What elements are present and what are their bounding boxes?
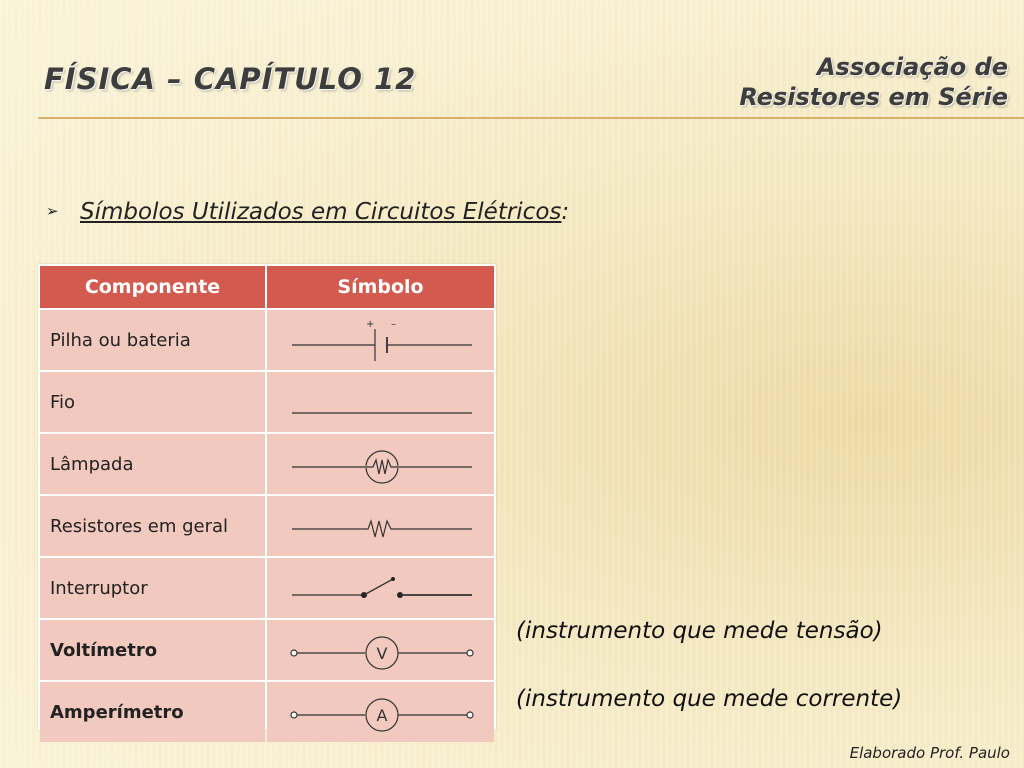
component-name: Voltímetro — [40, 620, 265, 680]
component-name: Lâmpada — [40, 434, 265, 494]
table-header-row — [40, 266, 494, 308]
symbols-table — [38, 264, 496, 730]
battery-symbol-icon — [286, 317, 476, 363]
author-credit: Elaborado Prof. Paulo — [849, 744, 1010, 762]
wire-symbol-icon — [286, 379, 476, 425]
table-row — [40, 434, 494, 494]
topic-title-line1: Associação de — [816, 53, 1008, 81]
component-name: Pilha ou bateria — [40, 310, 265, 370]
topic-title — [739, 52, 1008, 112]
voltmeter-note: (instrumento que mede tensão) — [516, 618, 883, 644]
battery-plus-label: + — [365, 319, 374, 330]
ammeter-symbol-icon — [286, 689, 476, 735]
component-name: Interruptor — [40, 558, 265, 618]
arrow-bullet-icon: ➢ — [46, 202, 59, 220]
switch-symbol-icon — [286, 565, 476, 611]
slide-title: FÍSICA – CAPÍTULO 12 — [44, 62, 417, 96]
ammeter-letter: A — [376, 706, 387, 725]
component-name: Resistores em geral — [40, 496, 265, 556]
column-header-component: Componente — [40, 266, 265, 308]
resistor-symbol-icon — [286, 503, 476, 549]
topic-title-line2: Resistores em Série — [739, 83, 1008, 111]
table-row — [40, 558, 494, 618]
table-row — [40, 682, 494, 742]
table-row — [40, 372, 494, 432]
voltmeter-symbol-icon — [286, 627, 476, 673]
ammeter-note: (instrumento que mede corrente) — [516, 686, 903, 712]
column-header-symbol: Símbolo — [267, 266, 494, 308]
table-row — [40, 620, 494, 680]
lamp-symbol-icon — [286, 441, 476, 487]
component-name: Amperímetro — [40, 682, 265, 742]
bullet-item — [46, 199, 569, 225]
battery-minus-label: – — [390, 319, 396, 330]
bullet-text: Símbolos Utilizados em Circuitos Elétricos — [80, 199, 562, 225]
bullet-suffix: : — [561, 199, 570, 225]
table-row — [40, 496, 494, 556]
voltmeter-letter: V — [376, 644, 387, 663]
table-row — [40, 310, 494, 370]
header-divider — [38, 117, 1024, 119]
component-name: Fio — [40, 372, 265, 432]
